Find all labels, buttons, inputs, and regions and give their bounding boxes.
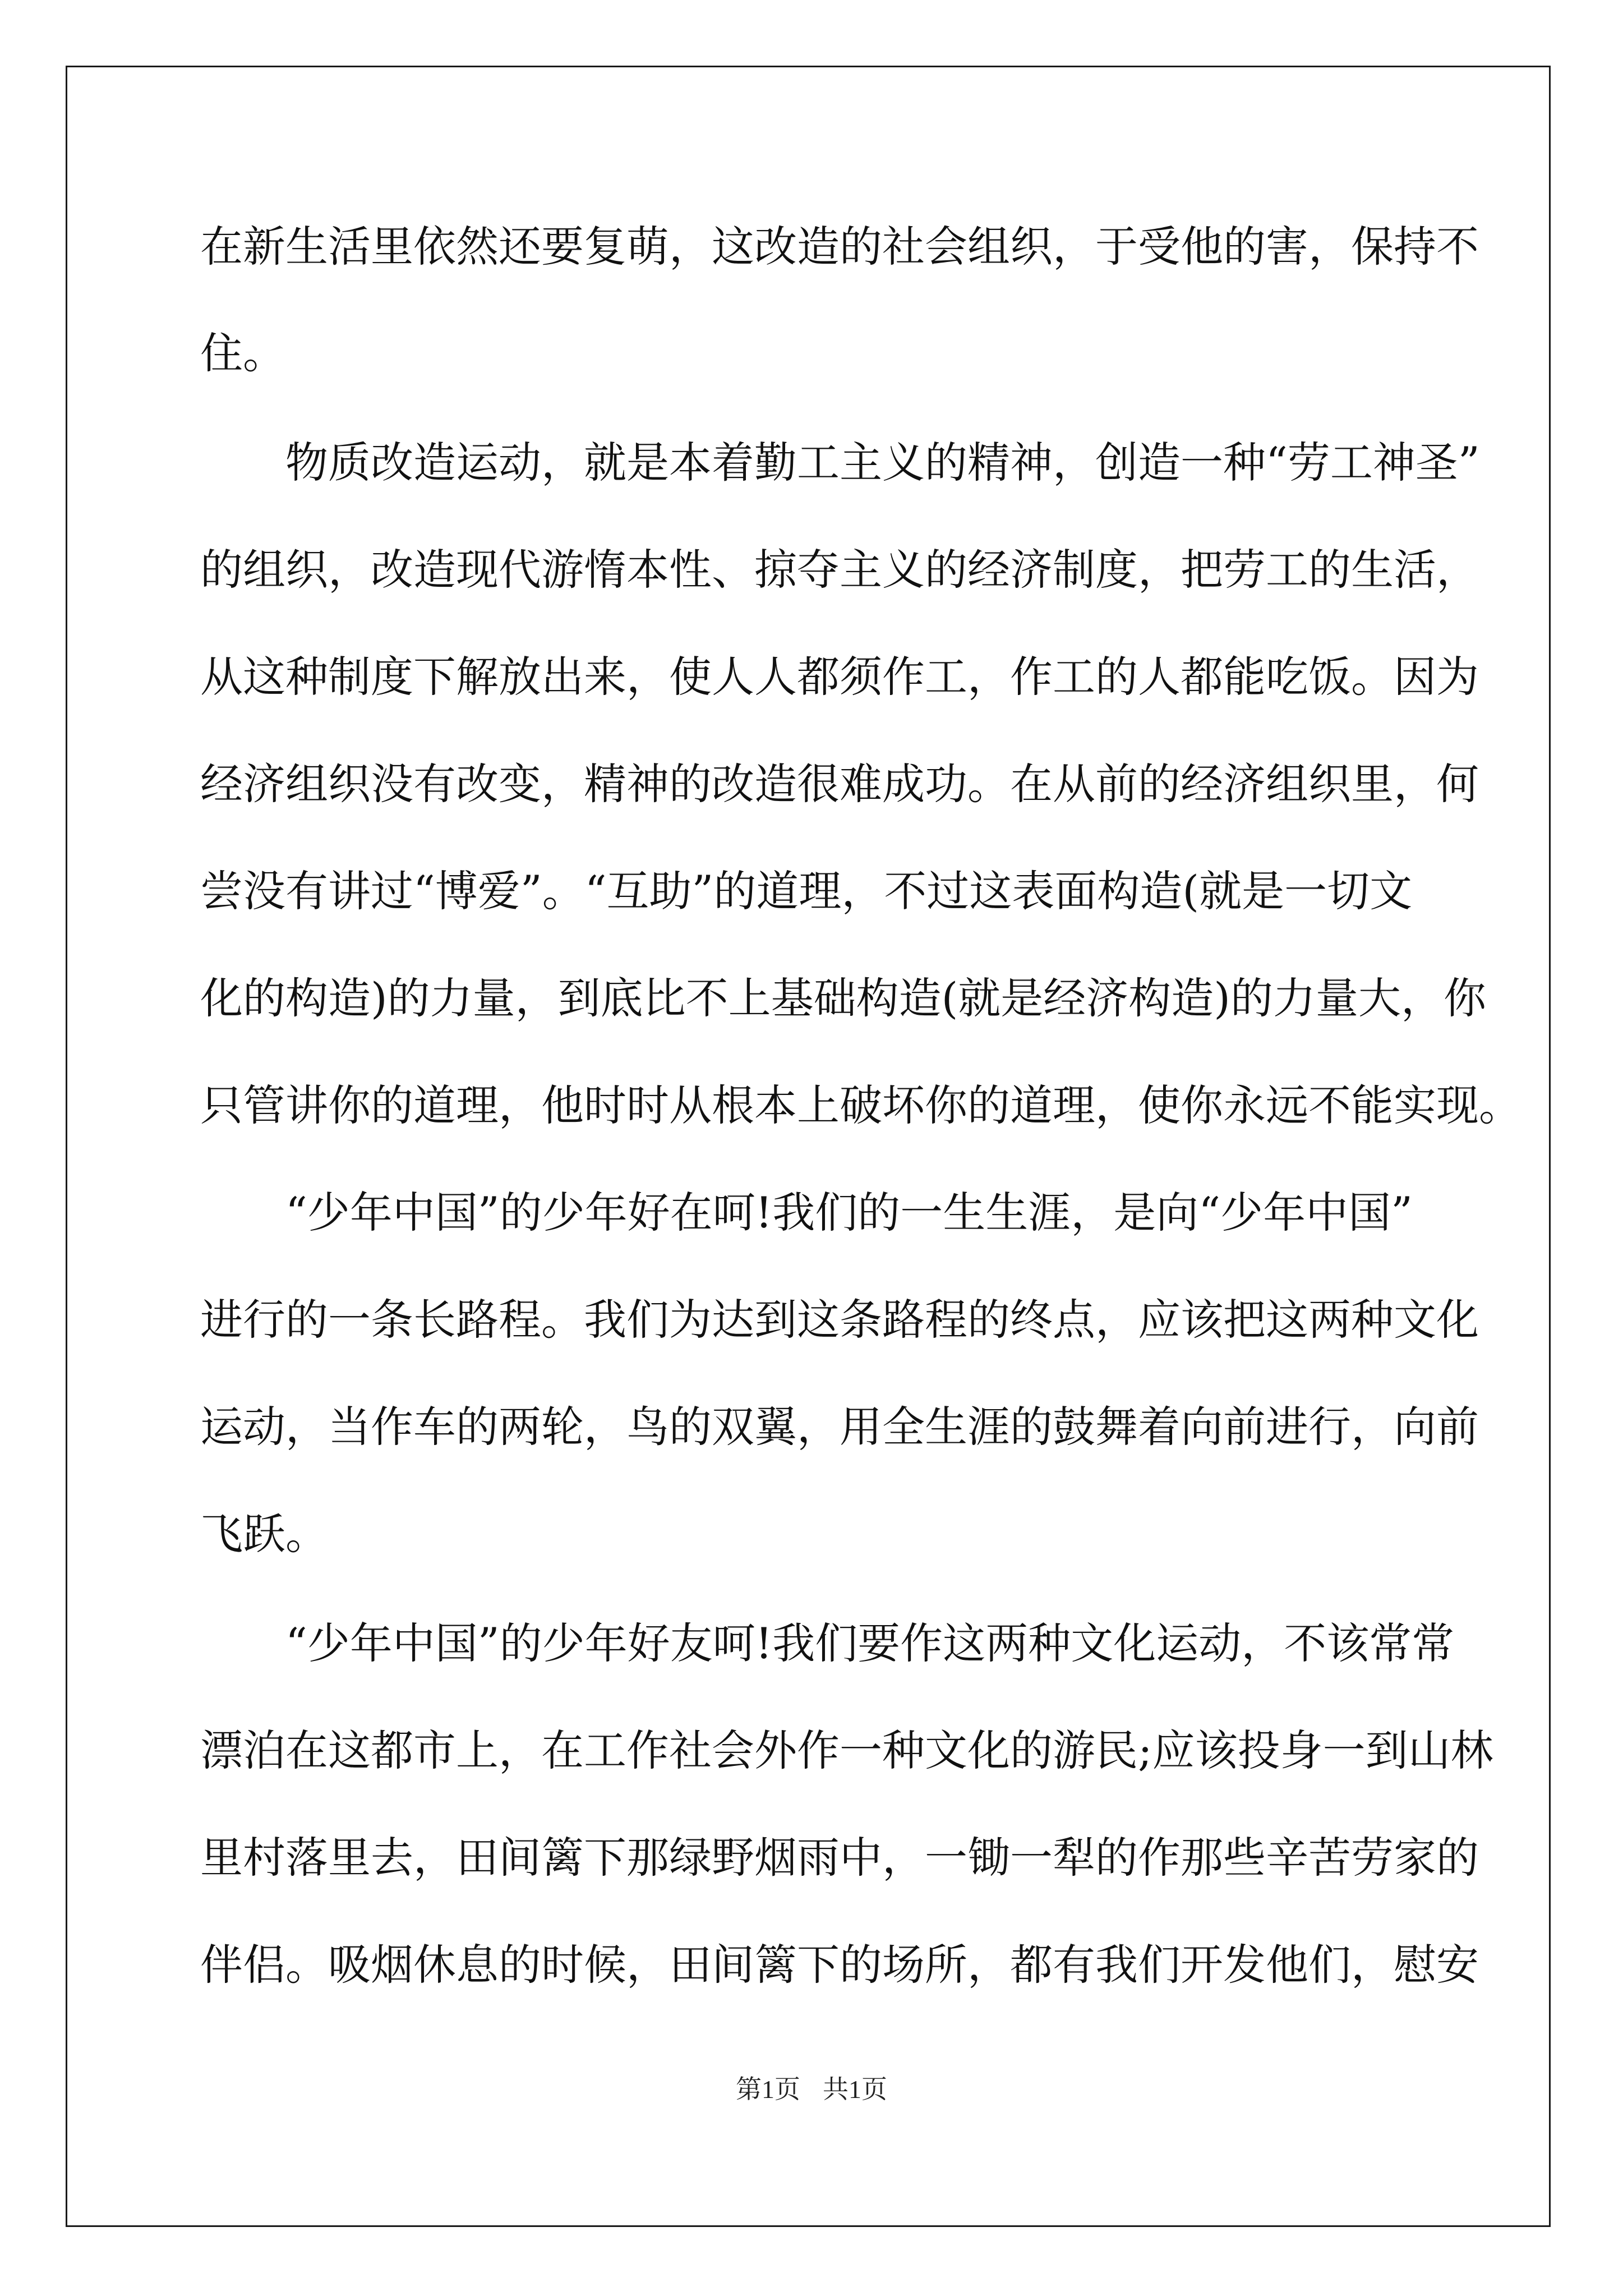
- text-line: 运动，当作车的两轮，鸟的双翼，用全生涯的鼓舞着向前进行，向前: [200, 1402, 1479, 1452]
- text-line: 物质改造运动，就是本着勤工主义的精神，创造一种“劳工神圣”: [200, 438, 1480, 487]
- text-line: 飞跃。: [200, 1509, 328, 1559]
- page-number-current: 第1页: [736, 2075, 800, 2104]
- text-line: “少年中国”的少年好友呵!我们要作这两种文化运动，不该常常: [200, 1618, 1455, 1668]
- text-line: 从这种制度下解放出来，使人人都须作工，作工的人都能吃饭。因为: [200, 652, 1479, 702]
- text-line: 只管讲你的道理，他时时从根本上破坏你的道理，使你永远不能实现。: [200, 1080, 1521, 1130]
- page-footer: [0, 2073, 1623, 2106]
- text-line: “少年中国”的少年好在呵!我们的一生生涯，是向“少年中国”: [200, 1188, 1413, 1237]
- text-line: 伴侣。吸烟休息的时候，田间篱下的场所，都有我们开发他们，慰安: [200, 1940, 1479, 1990]
- text-line: 尝没有讲过“博爱”。“互助”的道理，不过这表面构造(就是一切文: [200, 866, 1413, 916]
- text-line: 里村落里去，田间篱下那绿野烟雨中，一锄一犁的作那些辛苦劳家的: [200, 1833, 1479, 1883]
- page-border: [66, 66, 1551, 2227]
- text-line: 的组织，改造现代游惰本性、掠夺主义的经济制度，把劳工的生活，: [200, 545, 1479, 595]
- text-line: 漂泊在这都市上，在工作社会外作一种文化的游民;应该投身一到山林: [200, 1726, 1493, 1775]
- text-line: 住。: [200, 328, 285, 378]
- page-number-total: 共1页: [823, 2075, 887, 2104]
- text-line: 在新生活里依然还要复萌，这改造的社会组织，于受他的害，保持不: [200, 222, 1479, 272]
- text-line: 经济组织没有改变，精神的改造很难成功。在从前的经济组织里，何: [200, 759, 1479, 809]
- text-line: 进行的一条长路程。我们为达到这条路程的终点，应该把这两种文化: [200, 1295, 1479, 1345]
- text-line: 化的构造)的力量，到底比不上基础构造(就是经济构造)的力量大，你: [200, 973, 1486, 1023]
